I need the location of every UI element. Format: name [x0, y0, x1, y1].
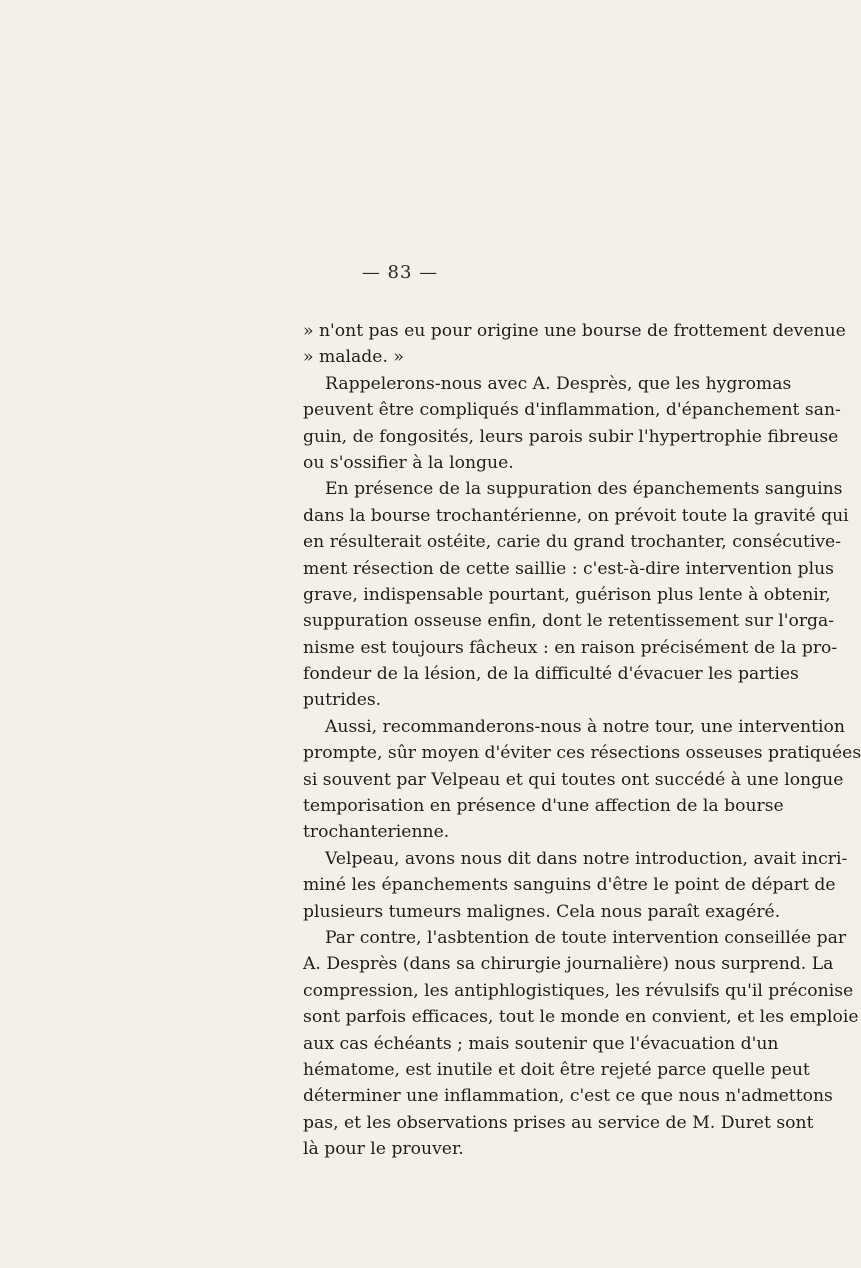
text-line: peuvent être compliqués d'inflammation, d'épanchement san- [303, 400, 841, 421]
text-line: suppuration osseuse enfin, dont le retentissement sur l'orga- [303, 611, 835, 632]
text-line: pas, et les observations prises au service de M. Duret sont [303, 1112, 814, 1133]
text-line: en résulterait ostéite, carie du grand trochanter, consécutive- [303, 532, 842, 553]
text-line: prompte, sûr moyen d'éviter ces résections osseuses pratiquées [303, 743, 861, 764]
text-line: ou s'ossifier à la longue. [303, 452, 514, 473]
text-line: grave, indispensable pourtant, guérison plus lente à obtenir, [303, 584, 831, 605]
body-text [303, 318, 861, 1163]
text-line: ment résection de cette saillie : c'est-à-dire intervention plus [303, 558, 834, 579]
text-line: Rappelerons-nous avec A. Desprès, que les hygromas [325, 373, 792, 394]
text-line: trochanterienne. [303, 822, 450, 843]
text-line: hématome, est inutile et doit être rejeté parce quelle peut [303, 1059, 810, 1080]
text-line: dans la bourse trochantérienne, on prévoit toute la gravité qui [303, 505, 849, 526]
text-line: aux cas échéants ; mais soutenir que l'évacuation d'un [303, 1033, 779, 1054]
text-line: putrides. [303, 690, 382, 711]
text-line: si souvent par Velpeau et qui toutes ont succédé à une longue [303, 769, 844, 790]
text-line: Velpeau, avons nous dit dans notre introduction, avait incri- [325, 848, 848, 869]
text-line: compression, les antiphlogistiques, les révulsifs qu'il préconise [303, 980, 854, 1001]
text-line: » n'ont pas eu pour origine une bourse de frottement devenue [303, 321, 846, 341]
text-line: fondeur de la lésion, de la difficulté d'évacuer les parties [303, 664, 799, 685]
text-line: nisme est toujours fâcheux : en raison précisément de la pro- [303, 637, 838, 658]
text-line: temporisation en présence d'une affection de la bourse [303, 796, 784, 817]
text-line: miné les épanchements sanguins d'être le point de départ de [303, 875, 836, 896]
text-line: là pour le prouver. [303, 1139, 464, 1160]
text-line: Par contre, l'asbtention de toute intervention conseillée par [325, 927, 847, 948]
text-line: Aussi, recommanderons-nous à notre tour, une intervention [325, 716, 845, 737]
text-line: » malade. » [303, 347, 404, 368]
text-line: guin, de fongosités, leurs parois subir l'hypertrophie fibreuse [303, 426, 839, 447]
text-line: A. Desprès (dans sa chirurgie journalière) nous surprend. La [303, 954, 834, 975]
text-line: déterminer une inflammation, c'est ce que nous n'admettons [303, 1086, 833, 1107]
text-line: En présence de la suppuration des épanchements sanguins [325, 479, 843, 500]
text-line: sont parfois efficaces, tout le monde en convient, et les emploie [303, 1007, 859, 1028]
page-number: — 83 — [361, 262, 439, 283]
text-line: plusieurs tumeurs malignes. Cela nous paraît exagéré. [303, 901, 781, 922]
